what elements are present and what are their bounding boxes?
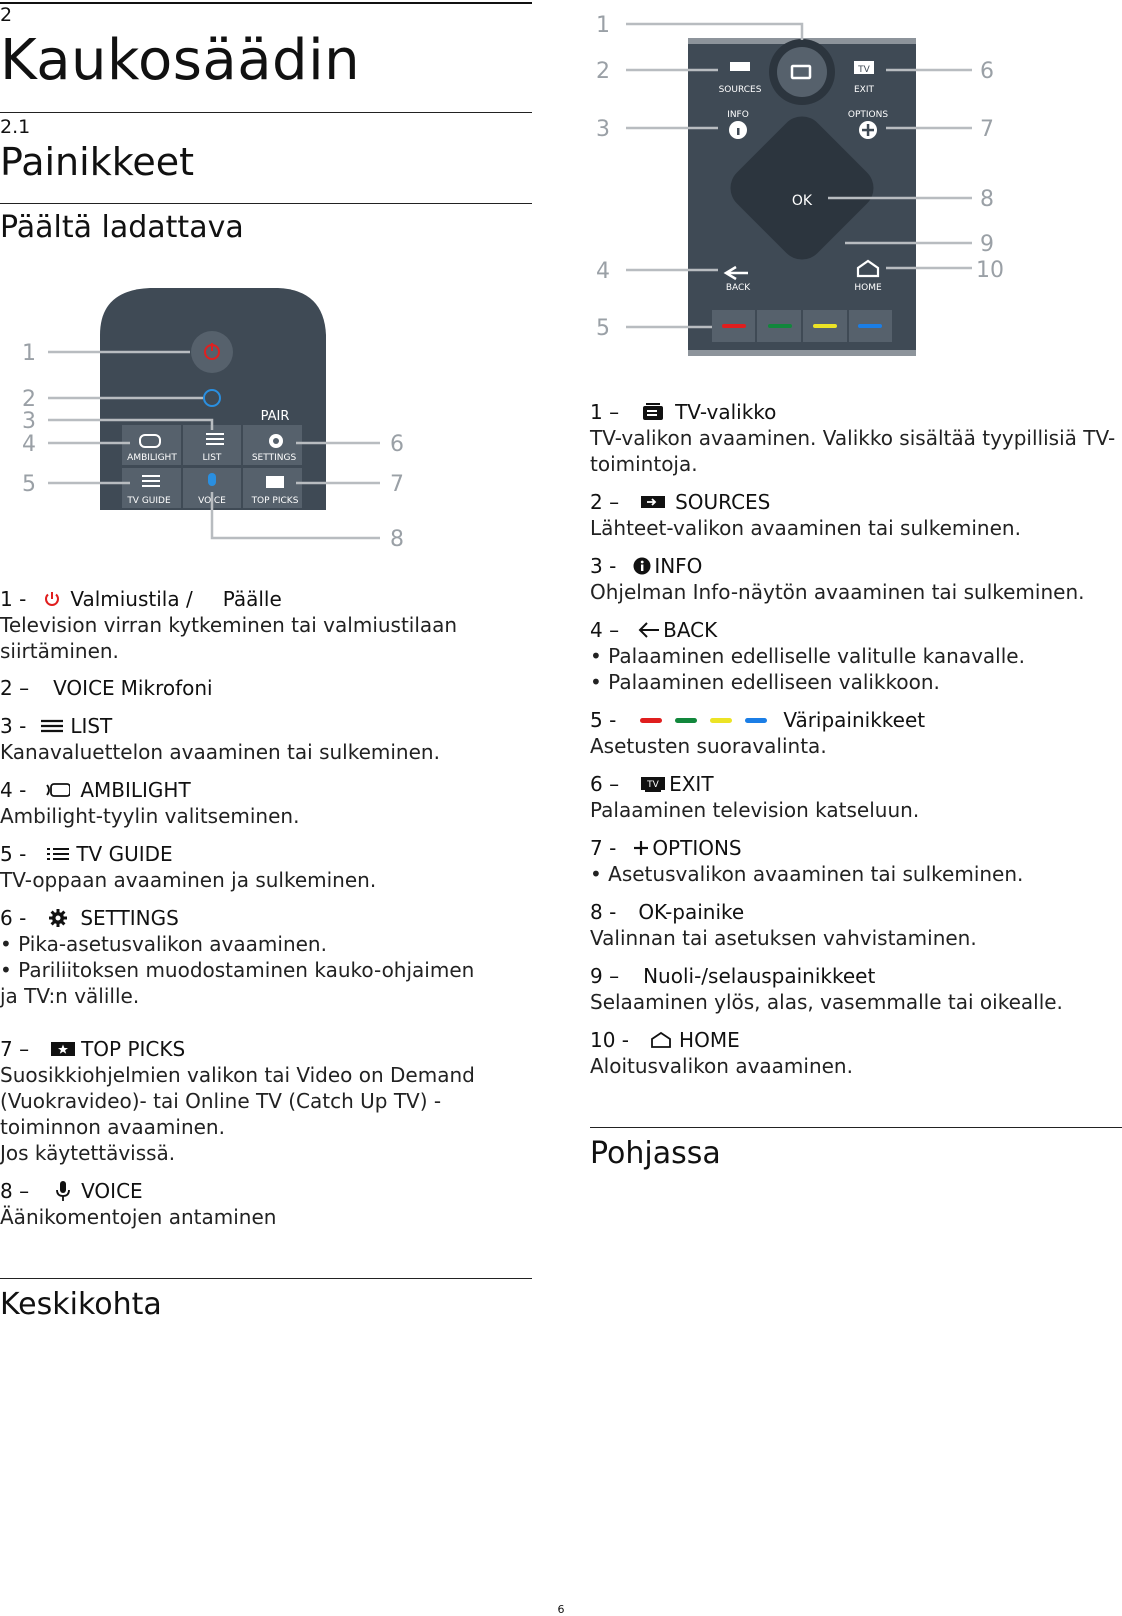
right-item-4: 4 – BACK • Palaaminen edelliselle valitulle kanavalle. • Palaaminen edelliseen valikkoon. xyxy=(590,618,1025,694)
callout-3: 3 xyxy=(22,409,36,434)
left-item-3: 3 - LIST Kanavaluettelon avaaminen tai sulkeminen. xyxy=(0,714,440,764)
top-rule xyxy=(0,2,532,4)
power-icon xyxy=(40,587,64,611)
right-item-6: 6 – TV EXIT Palaaminen television katseluun. xyxy=(590,772,920,822)
right-item-3: 3 - INFO Ohjelman Info-näytön avaaminen tai sulkeminen. xyxy=(590,554,1085,604)
right-item-2: 2 – SOURCES Lähteet-valikon avaaminen tai sulkeminen. xyxy=(590,490,1021,540)
subsection-rule-bottom xyxy=(590,1127,1122,1128)
top-remote-diagram xyxy=(0,280,420,560)
list-icon xyxy=(40,714,64,738)
subsection-title-middle: Keskikohta xyxy=(0,1287,162,1322)
callout-9: 9 xyxy=(980,232,994,257)
right-item-9: 9 – Nuoli-/selauspainikkeet Selaaminen ylös, alas, vasemmalle tai oikealle. xyxy=(590,964,1063,1014)
top-picks-icon xyxy=(51,1037,75,1061)
ambilight-key-label: AMBILIGHT xyxy=(127,453,177,463)
yellow-key[interactable] xyxy=(813,324,837,328)
callout-6: 6 xyxy=(980,59,994,84)
callout-4: 4 xyxy=(22,432,36,457)
tv-guide-icon xyxy=(46,842,70,866)
subsection-title-top: Päältä ladattava xyxy=(0,210,244,245)
color-keys-icon xyxy=(640,718,767,723)
top-picks-key-label: TOP PICKS xyxy=(251,496,299,506)
sources-icon xyxy=(730,62,750,71)
callout-7: 7 xyxy=(390,472,404,497)
svg-text:TV: TV xyxy=(647,780,659,790)
callout-2: 2 xyxy=(22,387,36,412)
gear-icon xyxy=(46,906,70,930)
callout-3: 3 xyxy=(596,117,610,142)
power-button[interactable] xyxy=(191,331,233,373)
callout-8: 8 xyxy=(390,527,404,552)
tv-menu-button[interactable] xyxy=(777,47,827,97)
left-item-5: 5 - TV GUIDE TV-oppaan avaaminen ja sulkeminen. xyxy=(0,842,377,892)
green-key[interactable] xyxy=(768,324,792,328)
subsection-rule-middle xyxy=(0,1278,532,1279)
callout-1: 1 xyxy=(22,341,36,366)
left-item-6: 6 - SETTINGS • Pika-asetusvalikon avaaminen. • Pariliitoksen muodostaminen kauko-ohjaimen ja TV:n välille. xyxy=(0,906,475,1008)
callout-1: 1 xyxy=(596,13,610,38)
home-key-label: HOME xyxy=(854,283,882,293)
list-key-label: LIST xyxy=(202,453,222,463)
microphone-icon xyxy=(51,1179,75,1203)
callout-8: 8 xyxy=(980,187,994,212)
tv-guide-key-label: TV GUIDE xyxy=(127,496,171,506)
red-key[interactable] xyxy=(722,324,746,328)
ok-key-label: OK xyxy=(791,193,813,209)
pair-label: PAIR xyxy=(260,409,290,424)
subsection-rule-top xyxy=(0,203,532,204)
section-title: Painikkeet xyxy=(0,140,195,184)
right-item-5: 5 - Väripainikkeet Asetusten suoravalinta. xyxy=(590,708,926,758)
right-item-1: 1 – TV-valikko TV-valikon avaaminen. Valikko sisältää tyypillisiä TV-toimintoja. xyxy=(590,400,1116,476)
voice-key-label: VOICE xyxy=(198,496,226,506)
left-item-8: 8 – VOICE Äänikomentojen antaminen xyxy=(0,1179,277,1229)
left-item-1: 1 - Valmiustila / Päälle Television virran kytkeminen tai valmiustilaan siirtäminen. xyxy=(0,587,458,663)
chapter-number: 2 xyxy=(0,4,13,26)
left-item-2: 2 – VOICE Mikrofoni xyxy=(0,676,213,700)
options-key-label: OPTIONS xyxy=(847,110,889,120)
sources-key-label: SOURCES xyxy=(718,85,762,95)
info-icon xyxy=(632,554,652,578)
svg-text:TV: TV xyxy=(858,65,870,75)
section-rule xyxy=(0,112,532,113)
home-icon xyxy=(649,1028,673,1052)
callout-4: 4 xyxy=(596,259,610,284)
callout-7: 7 xyxy=(980,117,994,142)
middle-remote-diagram xyxy=(590,0,1010,360)
ambilight-icon xyxy=(46,778,70,802)
page-number: 6 xyxy=(557,1603,565,1616)
chapter-title: Kaukosäädin xyxy=(0,28,361,93)
tv-menu-icon xyxy=(641,400,665,424)
right-item-10: 10 - HOME Aloitusvalikon avaaminen. xyxy=(590,1028,853,1078)
plus-icon xyxy=(632,836,650,860)
left-item-4: 4 - AMBILIGHT Ambilight-tyylin valitseminen. xyxy=(0,778,300,828)
back-arrow-icon xyxy=(637,618,661,642)
callout-2: 2 xyxy=(596,59,610,84)
info-key-label: INFO xyxy=(727,110,749,120)
exit-key-label: EXIT xyxy=(853,85,875,95)
subsection-title-bottom: Pohjassa xyxy=(590,1136,721,1171)
callout-5: 5 xyxy=(596,316,610,341)
settings-key-label: SETTINGS xyxy=(251,453,297,463)
callout-5: 5 xyxy=(22,472,36,497)
voice-mic-icon xyxy=(208,473,216,486)
callout-6: 6 xyxy=(390,432,404,457)
section-number: 2.1 xyxy=(0,116,31,138)
sources-icon xyxy=(641,490,665,514)
callout-10: 10 xyxy=(976,258,1004,283)
top-picks-icon xyxy=(266,476,284,488)
left-item-7: 7 – TOP PICKS Suosikkiohjelmien valikon tai Video on Demand (Vuokravideo)- tai Online TV (Catch Up TV) -toiminnon avaaminen. Jos käytettävissä. xyxy=(0,1037,475,1165)
blue-key[interactable] xyxy=(858,324,882,328)
right-item-7: 7 - OPTIONS • Asetusvalikon avaaminen tai sulkeminen. xyxy=(590,836,1024,886)
tv-exit-icon xyxy=(641,772,665,796)
right-item-8: 8 - OK-painike Valinnan tai asetuksen vahvistaminen. xyxy=(590,900,977,950)
back-key-label: BACK xyxy=(725,283,751,293)
